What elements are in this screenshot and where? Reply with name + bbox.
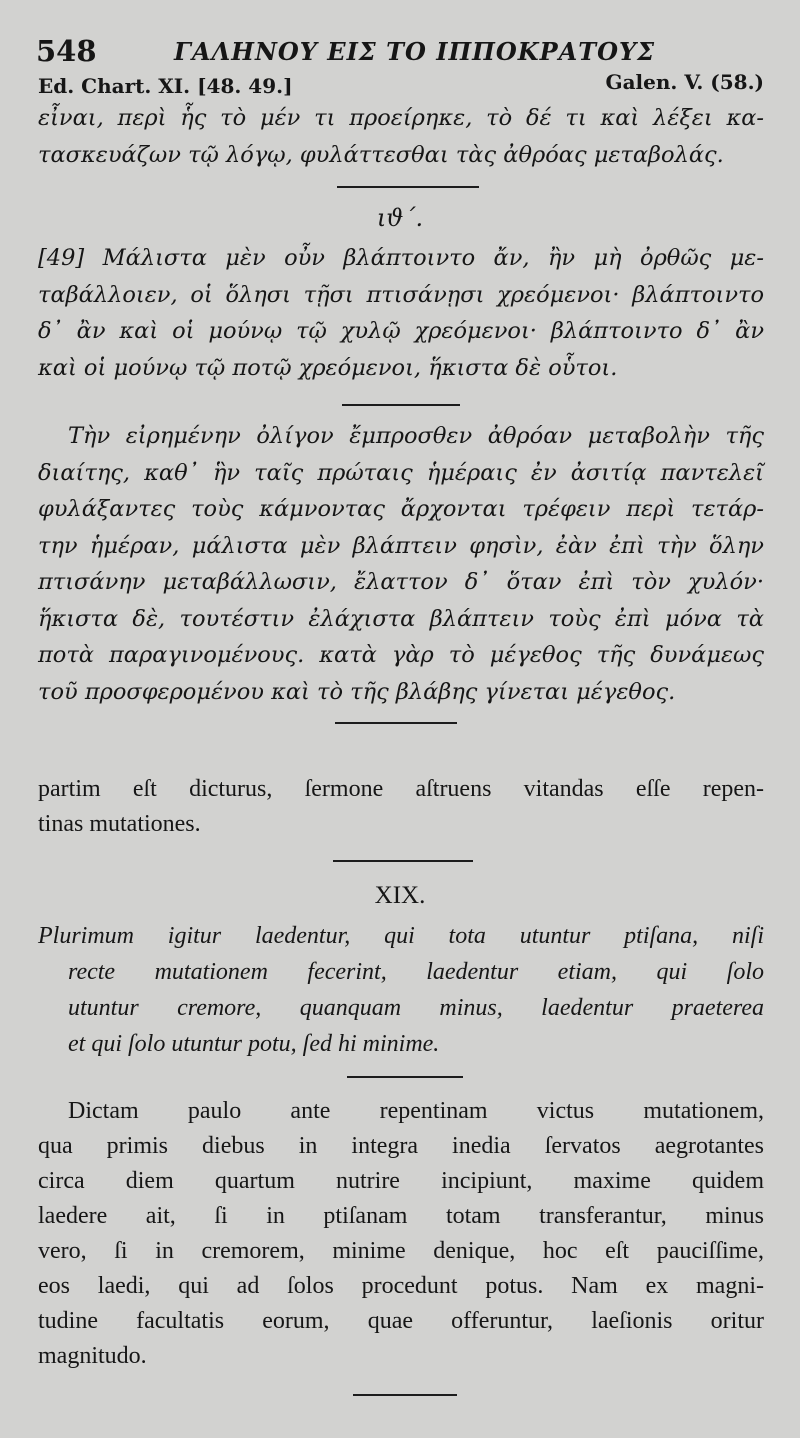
text-line: την ἡμέραν, μάλιστα μὲν βλάπτειν φησὶν, ἐὰν ἐπὶ τὴν ὅλην bbox=[38, 532, 764, 559]
section-divider bbox=[347, 1076, 463, 1078]
greek-intro-paragraph bbox=[38, 100, 764, 173]
latin-section-heading: XIX. bbox=[374, 882, 426, 909]
text-line: ποτὰ παραγινομένους. κατὰ γὰρ τὸ μέγεθος τῆς δυνάμεως bbox=[38, 642, 764, 668]
text-line: partim eſt dicturus, ſermone aſtruens vitandas eſſe repen- bbox=[38, 776, 764, 802]
edition-ref-left: Ed. Chart. XI. [48. 49.] bbox=[38, 74, 293, 98]
text-line: vero, ſi in cremorem, minime denique, hoc eſt pauciſſime, bbox=[38, 1238, 764, 1264]
section-divider bbox=[335, 722, 457, 724]
text-line: recte mutationem fecerint, laedentur etiam, qui ſolo bbox=[68, 959, 764, 985]
running-title: ΓΑΛΗΝΟΥ ΕΙΣ ΤΟ ΙΠΠΟΚΡΑΤΟΥΣ bbox=[174, 37, 656, 66]
text-line: laedere ait, ſi in ptiſanam totam transferantur, minus bbox=[38, 1203, 764, 1229]
text-line: utuntur cremore, quanquam minus, laedentur praeterea bbox=[68, 995, 764, 1021]
text-line: καὶ οἱ μούνῳ τῷ ποτῷ χρεόμενοι, ἥκιστα δὲ οὗτοι. bbox=[38, 354, 618, 381]
text-line: tinas mutationes. bbox=[38, 811, 201, 837]
text-line: [49] Μάλιστα μὲν οὖν βλάπτοιντο ἄν, ἢν μὴ ὀρθῶς με- bbox=[38, 245, 764, 271]
text-line: τοῦ προσφερομένου καὶ τὸ τῆς βλάβης γίνεται μέγεθος. bbox=[38, 678, 676, 705]
section-divider bbox=[333, 860, 473, 862]
edition-ref-right: Galen. V. (58.) bbox=[605, 70, 764, 94]
text-line: tudine facultatis eorum, quae offeruntur, laeſionis oritur bbox=[38, 1308, 764, 1334]
text-line: Dictam paulo ante repentinam victus mutationem, bbox=[68, 1098, 764, 1124]
greek-section-heading: ιϑ΄. bbox=[376, 204, 424, 232]
text-line: qua primis diebus in integra inedia ſervatos aegrotantes bbox=[38, 1133, 764, 1159]
text-line: ταβάλλοιεν, οἱ ὅλησι τῇσι πτισάνῃσι χρεόμενοι· βλάπτοιντο bbox=[38, 281, 764, 308]
running-head bbox=[36, 34, 764, 74]
text-line: πτισάνην μεταβάλλωσιν, ἔλαττον δ᾽ ὅταν ἐπὶ τὸν χυλόν· bbox=[38, 569, 764, 595]
greek-aphorism bbox=[38, 240, 764, 386]
text-line: δ᾽ ἂν καὶ οἱ μούνῳ τῷ χυλῷ χρεόμενοι· βλάπτοιντο δ᾽ ἂν bbox=[38, 318, 764, 344]
section-divider bbox=[342, 404, 460, 406]
text-line: φυλάξαντες τοὺς κάμνοντας ἄρχονται τρέφειν περὶ τετάρ- bbox=[38, 496, 764, 522]
text-line: circa diem quartum nutrire incipiunt, maxime quidem bbox=[38, 1168, 764, 1194]
text-line: Τὴν εἰρημένην ὀλίγον ἔμπροσθεν ἀθρόαν μεταβολὴν τῆς bbox=[68, 423, 764, 449]
latin-commentary bbox=[38, 1094, 764, 1374]
greek-commentary bbox=[38, 418, 764, 710]
text-line: ἥκιστα δὲ, τουτέστιν ἐλάχιστα βλάπτειν τοὺς ἐπὶ μόνα τὰ bbox=[38, 605, 764, 632]
text-line: magnitudo. bbox=[38, 1343, 147, 1369]
text-line: διαίτης, καθ᾽ ἣν ταῖς πρώταις ἡμέραις ἐν ἀσιτίᾳ παντελεῖ bbox=[38, 459, 764, 486]
section-divider bbox=[337, 186, 479, 188]
section-divider bbox=[353, 1394, 457, 1396]
latin-aphorism bbox=[38, 918, 764, 1062]
text-line: eos laedi, qui ad ſolos procedunt potus. Nam ex magni- bbox=[38, 1273, 764, 1299]
text-line: Plurimum igitur laedentur, qui tota utuntur ptiſana, niſi bbox=[38, 923, 764, 949]
text-line: et qui ſolo utuntur potu, ſed hi minime. bbox=[68, 1031, 440, 1057]
latin-intro-paragraph bbox=[38, 772, 764, 842]
text-line: εἶναι, περὶ ἧς τὸ μέν τι προείρηκε, τὸ δέ τι καὶ λέξει κα- bbox=[38, 105, 764, 131]
text-line: τασκευάζων τῷ λόγῳ, φυλάττεσθαι τὰς ἀθρόας μεταβολάς. bbox=[38, 141, 724, 168]
page-number: 548 bbox=[36, 34, 97, 68]
